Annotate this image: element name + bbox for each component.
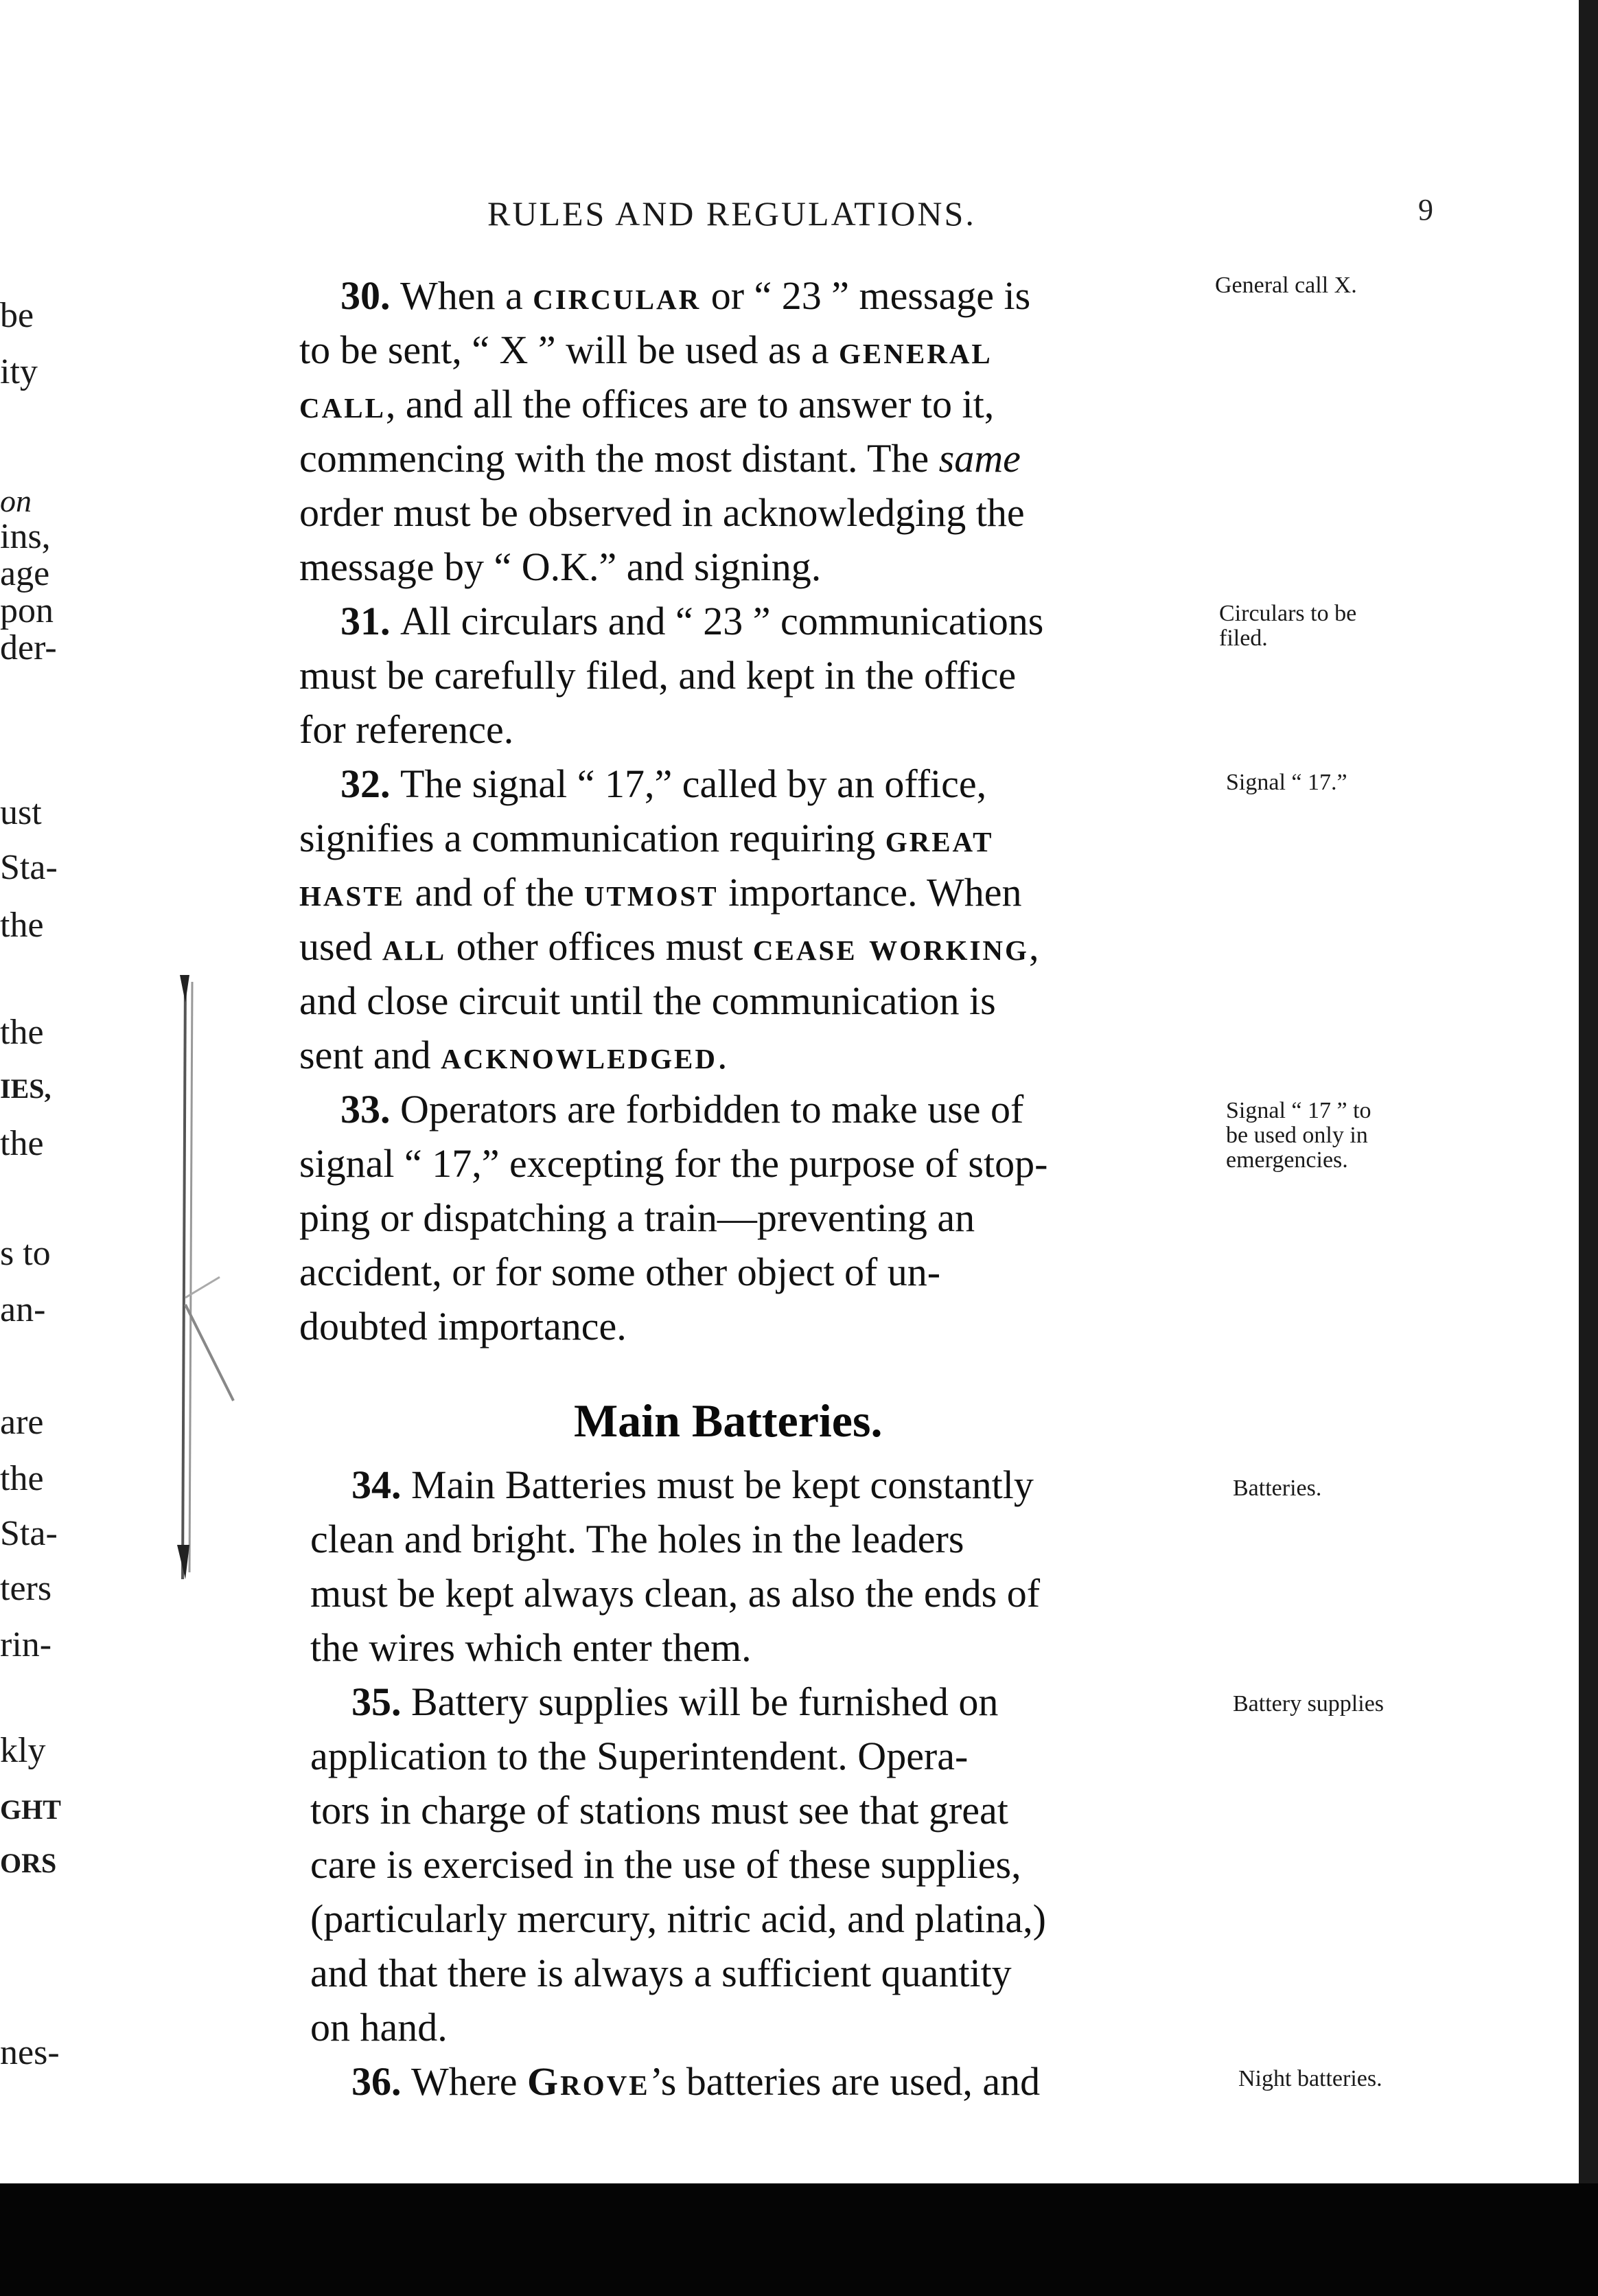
text-run: accident, or for some other object of un- [299,1250,941,1294]
text-run: care is exercised in the use of these supplies, [310,1842,1021,1887]
text-run: Where [411,2059,528,2104]
text-run: 36. [351,2059,411,2104]
scan-border [0,2183,1598,2296]
text-line [299,436,1021,481]
facing-page-fragment: nes- [0,2033,60,2072]
facing-page-fragment: kly [0,1731,46,1770]
facing-page-fragment: ity [0,352,38,391]
text-run: ping or dispatching a train—preventing an [299,1195,975,1240]
text-run: cease working [752,924,1029,969]
facing-page-fragment: Sta- [0,848,58,887]
text-line [310,1625,752,1671]
text-run: Main Batteries must be kept constantly [411,1462,1034,1507]
facing-page-fragment: rin- [0,1625,52,1664]
text-line [299,1250,940,1295]
text-run: application to the Superintendent. Opera- [310,1734,969,1778]
facing-page-fragment: the [0,1013,44,1052]
text-line [299,870,1021,915]
facing-page-fragment: the [0,1459,44,1498]
text-run: the wires which enter them. [310,1625,752,1670]
text-run: for reference. [299,707,514,752]
text-run: all [382,924,447,969]
text-run: clean and bright. The holes in the leaders [310,1517,964,1561]
text-line [299,924,1039,969]
text-run: other offices must [446,924,753,969]
facing-page-fragment: the [0,1124,44,1163]
margin-note: General call X. [1215,273,1357,298]
facing-page-fragment: der- [0,628,57,667]
text-run: The signal “ 17,” called by an office, [400,761,987,806]
text-line [299,1304,627,1349]
text-line [299,490,1025,536]
facing-page-fragment: s to [0,1234,51,1273]
text-line [310,1734,968,1779]
text-run: . [717,1033,728,1077]
text-run: sent and [299,1033,441,1077]
text-line [310,1517,964,1562]
text-line [299,707,513,753]
text-run: All circulars and “ 23 ” communications [400,599,1044,643]
facing-page-fragment: on [0,483,32,518]
text-run: ’s batteries are used, and [649,2059,1041,2104]
text-run: same [938,436,1021,481]
text-run: and of the [405,870,584,915]
text-run: call [299,382,386,426]
text-line [299,1195,975,1241]
text-run: utmost [583,870,719,915]
text-line [310,1842,1021,1887]
binding-thread [165,975,247,1579]
text-run: to be sent, “ X ” will be used as a [299,328,839,372]
text-line [299,1141,1047,1186]
text-line [310,2005,448,2050]
text-line [340,599,1043,644]
text-run: importance. When [718,870,1022,915]
text-run: 34. [351,1462,411,1507]
facing-page-fragment: pon [0,591,54,630]
facing-page-fragment: Sta- [0,1514,58,1553]
text-line [310,1951,1012,1996]
text-line [299,653,1016,698]
text-run: 32. [340,761,400,806]
text-run: haste [299,870,405,915]
text-line [351,1462,1034,1508]
text-run: Grove [527,2059,650,2104]
text-line [299,1033,727,1078]
facing-page-fragment: be [0,296,34,335]
text-run: great [885,816,994,860]
text-run: When a [400,273,533,318]
section-heading: Main Batteries. [574,1394,883,1447]
facing-page-fragment: are [0,1403,44,1442]
text-line [299,816,993,861]
facing-page-fragment: GHT [0,1794,61,1825]
page-number: 9 [1418,193,1433,227]
text-run: or “ 23 ” message is [701,273,1031,318]
text-line [340,273,1030,319]
text-run: , and all the offices are to answer to it, [385,382,995,426]
margin-note: Batteries. [1233,1476,1322,1501]
text-run: 30. [340,273,400,318]
text-run: must be carefully filed, and kept in the office [299,653,1017,698]
text-line [340,1087,1023,1132]
facing-page-fragment: ust [0,793,42,832]
text-run: must be kept always clean, as also the ends of [310,1571,1041,1616]
text-run: 35. [351,1679,411,1724]
facing-page-fragment: an- [0,1290,46,1329]
text-line [351,1679,998,1725]
text-run: acknowledged [441,1033,717,1077]
text-run: (particularly mercury, nitric acid, and platina,) [310,1896,1046,1941]
margin-note: Circulars to be filed. [1219,601,1357,651]
text-line [299,544,821,590]
text-run: 31. [340,599,400,643]
text-run: circular [533,273,702,318]
text-run: message by “ O.K.” and signing. [299,544,822,589]
facing-page-fragment: the [0,906,44,945]
text-run: and that there is always a sufficient quantity [310,1951,1012,1995]
text-run: , [1028,924,1039,969]
text-run: signal “ 17,” excepting for the purpose of stop- [299,1141,1048,1186]
text-line [351,2059,1040,2104]
facing-page-fragment: age [0,554,50,593]
facing-page-fragment: ins, [0,517,51,556]
margin-note: Battery supplies [1233,1691,1385,1717]
text-run: order must be observed in acknowledging the [299,490,1025,535]
margin-note: Signal “ 17 ” to be used only in emergencies. [1226,1098,1371,1173]
text-run: general [839,328,993,372]
text-run: 33. [340,1087,400,1132]
facing-page-fragment: IES, [0,1073,51,1104]
facing-page-fragment: ters [0,1569,52,1608]
running-head: RULES AND REGULATIONS. [487,194,976,233]
text-run: on hand. [310,2005,448,2050]
text-line [310,1788,1008,1833]
facing-page-fragment: ORS [0,1848,57,1879]
text-run: used [299,924,382,969]
text-run: and close circuit until the communication is [299,978,996,1023]
margin-note: Night batteries. [1238,2066,1382,2091]
text-line [299,382,994,427]
text-line [299,328,993,373]
text-run: Battery supplies will be furnished on [411,1679,999,1724]
text-line [310,1571,1040,1616]
text-line [340,761,986,807]
text-line [299,978,996,1024]
text-run: Operators are forbidden to make use of [400,1087,1024,1132]
text-run: commencing with the most distant. The [299,436,939,481]
text-run: doubted importance. [299,1304,627,1348]
margin-note: Signal “ 17.” [1226,770,1347,795]
page-edge-shadow [1579,0,1598,2183]
text-run: signifies a communication requiring [299,816,885,860]
text-run: tors in charge of stations must see that great [310,1788,1008,1833]
text-line [310,1896,1046,1942]
